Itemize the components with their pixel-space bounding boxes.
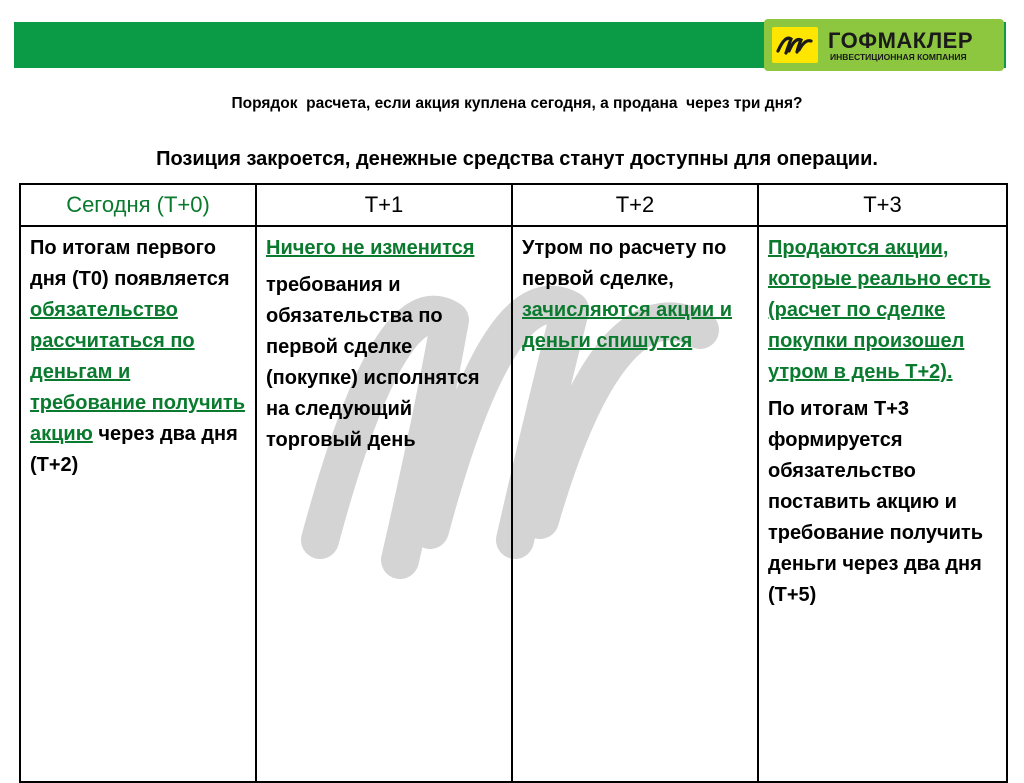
question-heading: Порядок расчета, если акция куплена сегодня, а продана через три дня? [231,95,803,112]
header-t2: Т+2 [512,184,758,226]
t0-text-a: По итогам первого дня (Т0) появляется [30,237,230,290]
settlement-table [19,183,1008,783]
cell-t3 [758,226,1007,782]
cell-t2 [512,226,758,782]
statement-heading: Позиция закроется, денежные средства станут доступны для операции. [156,148,878,170]
t3-text-b: По итогам Т+3 формируется обязательство поставить акцию и требование получить деньги через два дня (Т+5) [768,398,984,606]
header-t1: Т+1 [256,184,512,226]
brand-subtitle: ИНВЕСТИЦИОННАЯ КОМПАНИЯ [830,52,967,62]
header-t3: Т+3 [758,184,1007,226]
t0-obligation-link: обязательство рассчитаться по деньгам и требование получить акцию [30,299,246,445]
cell-t1 [256,226,512,782]
t1-nothing-changes: Ничего не изменится [266,237,475,259]
header-t0: Сегодня (Т+0) [20,184,256,226]
logo-mark-icon [772,27,818,63]
cell-t0 [20,226,256,782]
t0-text-c: через два дня (Т+2) [30,423,238,476]
brand-name: ГОФМАКЛЕР [828,28,973,53]
t1-text-b: требования и обязательства по первой сделке (покупке) исполнятся на следующий торговый день [266,274,480,451]
table-header-row [20,184,1007,226]
t2-credited-link: зачисляются акции и деньги спишутся [522,299,733,352]
table-row [20,226,1007,782]
company-logo [764,19,1004,71]
t3-sold-link: Продаются акции, которые реально есть (расчет по сделке покупки произошел утром в день Т+2). [768,237,991,383]
t2-text-a: Утром по расчету по первой сделке, [522,237,727,290]
